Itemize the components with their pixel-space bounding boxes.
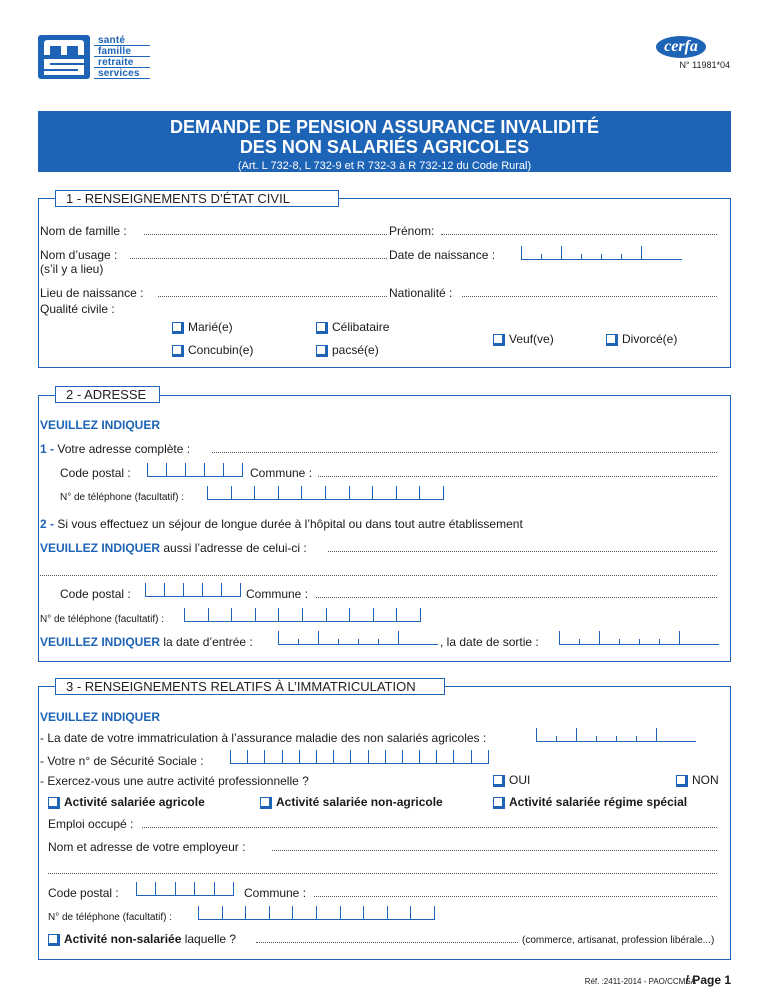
date-naissance-field[interactable] bbox=[521, 246, 642, 260]
code-postal-label: Code postal : bbox=[60, 466, 131, 480]
etab-telephone-baseline bbox=[184, 621, 421, 622]
option-concubin[interactable]: Concubin(e) bbox=[172, 343, 253, 357]
etab-code-postal-baseline bbox=[145, 596, 241, 597]
date-entree-field[interactable] bbox=[278, 631, 399, 645]
date-entree-baseline bbox=[278, 644, 438, 645]
date-immat-baseline bbox=[536, 741, 696, 742]
code-postal-baseline bbox=[147, 476, 243, 477]
employeur-commune-label: Commune : bbox=[244, 886, 307, 900]
telephone-baseline bbox=[207, 499, 444, 500]
cerfa-logo: cerfa bbox=[656, 36, 706, 58]
nom-famille-label: Nom de famille : bbox=[40, 224, 127, 238]
tagline-item: santé bbox=[94, 35, 150, 46]
employeur-commune-field[interactable] bbox=[314, 896, 717, 897]
commune-field[interactable] bbox=[318, 476, 717, 477]
veuillez-indiquer-3: VEUILLEZ INDIQUER bbox=[40, 710, 161, 724]
employeur-telephone-field[interactable] bbox=[198, 906, 435, 920]
date-entree-label: VEUILLEZ INDIQUER la date d’entrée : bbox=[40, 635, 253, 649]
checkbox-icon[interactable] bbox=[493, 797, 503, 807]
section1-title: 1 - RENSEIGNEMENTS D’ÉTAT CIVIL bbox=[55, 190, 339, 207]
checkbox-icon[interactable] bbox=[493, 334, 503, 344]
checkbox-icon[interactable] bbox=[48, 797, 58, 807]
employeur-field[interactable] bbox=[272, 850, 717, 851]
adresse-field[interactable] bbox=[212, 452, 717, 453]
veuillez-indiquer: VEUILLEZ INDIQUER bbox=[40, 418, 161, 432]
sejour-label: 2 - Si vous effectuez un séjour de longue durée à l’hôpital ou dans tout autre établissement bbox=[40, 517, 523, 531]
secu-label: - Votre n° de Sécurité Sociale : bbox=[40, 754, 204, 768]
lieu-naissance-label: Lieu de naissance : bbox=[40, 286, 144, 300]
checkbox-icon[interactable] bbox=[316, 345, 326, 355]
employeur-telephone-label: N° de téléphone (facultatif) : bbox=[48, 912, 173, 923]
option-divorce[interactable]: Divorcé(e) bbox=[606, 332, 677, 346]
nationalite-field[interactable] bbox=[462, 296, 717, 297]
autre-activite-label: - Exercez-vous une autre activité professionnelle ? bbox=[40, 774, 309, 788]
code-postal-field[interactable] bbox=[147, 463, 243, 477]
nationalite-label: Nationalité : bbox=[389, 286, 453, 300]
option-oui[interactable]: OUI bbox=[493, 773, 530, 787]
page-title-line1: DEMANDE DE PENSION ASSURANCE INVALIDITÉ bbox=[169, 117, 600, 137]
nom-usage-note: (s’il y a lieu) bbox=[40, 262, 104, 276]
adresse-etablissement-field-2[interactable] bbox=[40, 575, 717, 576]
date-sortie-field[interactable] bbox=[559, 631, 680, 645]
section2-title: 2 - ADRESSE bbox=[55, 386, 160, 403]
etab-code-postal-field[interactable] bbox=[145, 583, 241, 597]
date-sortie-baseline bbox=[559, 644, 719, 645]
checkbox-icon[interactable] bbox=[172, 322, 182, 332]
option-pacse[interactable]: pacsé(e) bbox=[316, 343, 379, 357]
date-sortie-label: , la date de sortie : bbox=[440, 635, 539, 649]
option-marie[interactable]: Marié(e) bbox=[172, 320, 233, 334]
option-regime-special[interactable]: Activité salariée régime spécial bbox=[493, 795, 687, 809]
telephone-field[interactable] bbox=[207, 486, 444, 500]
date-immat-label: - La date de votre immatriculation à l’assurance maladie des non salariés agricoles : bbox=[40, 731, 487, 745]
checkbox-icon[interactable] bbox=[316, 322, 326, 332]
nom-famille-field[interactable] bbox=[144, 234, 387, 235]
employeur-code-postal-label: Code postal : bbox=[48, 886, 119, 900]
employeur-code-postal-field[interactable] bbox=[136, 882, 234, 896]
checkbox-icon[interactable] bbox=[676, 775, 686, 785]
employeur-label: Nom et adresse de votre employeur : bbox=[48, 840, 246, 854]
checkbox-icon[interactable] bbox=[172, 345, 182, 355]
employeur-code-postal-baseline bbox=[136, 895, 233, 896]
option-non-salariee[interactable]: Activité non-salariée laquelle ? bbox=[48, 932, 236, 946]
checkbox-icon[interactable] bbox=[606, 334, 616, 344]
tagline-item: services bbox=[94, 68, 150, 79]
date-naissance-baseline bbox=[521, 259, 682, 260]
adresse-etablissement-field[interactable] bbox=[328, 551, 717, 552]
page-subtitle: (Art. L 732-8, L 732-9 et R 732-3 à R 732-12 du Code Rural) bbox=[237, 160, 532, 172]
etab-telephone-field[interactable] bbox=[184, 608, 421, 622]
telephone-label: N° de téléphone (facultatif) : bbox=[60, 492, 185, 503]
page-title-line2: DES NON SALARIÉS AGRICOLES bbox=[239, 137, 530, 157]
adresse-label: 1 - Votre adresse complète : bbox=[40, 442, 191, 456]
etab-commune-label: Commune : bbox=[246, 587, 309, 601]
option-non[interactable]: NON bbox=[676, 773, 719, 787]
date-naissance-label: Date de naissance : bbox=[389, 248, 496, 262]
non-salariee-field[interactable] bbox=[256, 942, 518, 943]
date-immat-field[interactable] bbox=[536, 728, 657, 742]
emploi-field[interactable] bbox=[142, 827, 717, 828]
tagline-item: famille bbox=[94, 46, 150, 57]
msa-logo bbox=[38, 35, 90, 79]
checkbox-icon[interactable] bbox=[48, 934, 58, 944]
prenom-label: Prénom: bbox=[389, 224, 435, 238]
non-salariee-note: (commerce, artisanat, profession libérale...) bbox=[522, 935, 715, 946]
title-banner bbox=[38, 111, 731, 172]
secu-field[interactable] bbox=[230, 750, 489, 764]
etab-telephone-label: N° de téléphone (facultatif) : bbox=[40, 614, 165, 625]
adresse-etablissement-label: VEUILLEZ INDIQUER aussi l’adresse de celui-ci : bbox=[40, 541, 307, 555]
cerfa-number: N° 11981*04 bbox=[679, 60, 730, 70]
nom-usage-field[interactable] bbox=[130, 258, 387, 259]
checkbox-icon[interactable] bbox=[493, 775, 503, 785]
employeur-telephone-baseline bbox=[198, 919, 435, 920]
option-salariee-non-agricole[interactable]: Activité salariée non-agricole bbox=[260, 795, 443, 809]
prenom-field[interactable] bbox=[441, 234, 717, 235]
checkbox-icon[interactable] bbox=[260, 797, 270, 807]
secu-baseline bbox=[230, 763, 488, 764]
etab-code-postal-label: Code postal : bbox=[60, 587, 131, 601]
emploi-label: Emploi occupé : bbox=[48, 817, 134, 831]
etab-commune-field[interactable] bbox=[316, 597, 717, 598]
qualite-civile-label: Qualité civile : bbox=[40, 302, 115, 316]
employeur-field-2[interactable] bbox=[48, 873, 717, 874]
option-salariee-agricole[interactable]: Activité salariée agricole bbox=[48, 795, 205, 809]
tagline-item: retraite bbox=[94, 57, 150, 68]
footer-reference: Réf. :2411-2014 - PAO/CCMSA bbox=[584, 977, 696, 986]
commune-label: Commune : bbox=[250, 466, 313, 480]
option-celibataire[interactable]: Célibataire bbox=[316, 320, 389, 334]
lieu-naissance-field[interactable] bbox=[158, 296, 387, 297]
page-number: / Page 1 bbox=[685, 973, 731, 987]
nom-usage-label: Nom d’usage : bbox=[40, 248, 118, 262]
section3-title: 3 - RENSEIGNEMENTS RELATIFS À L’IMMATRICULATION bbox=[55, 678, 445, 695]
msa-tagline bbox=[94, 35, 150, 79]
option-veuf[interactable]: Veuf(ve) bbox=[493, 332, 554, 346]
